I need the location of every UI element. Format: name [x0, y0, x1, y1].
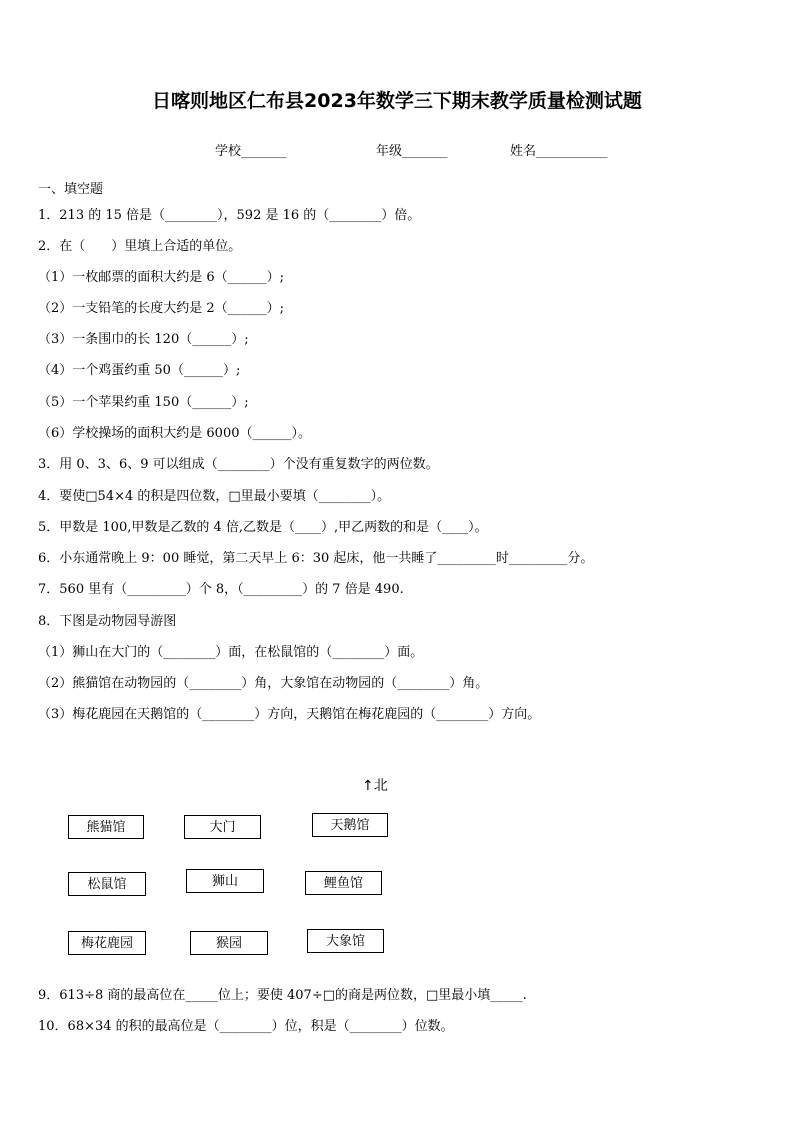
question-8-2: （2）熊猫馆在动物园的（________）角，大象馆在动物园的（________）角。	[38, 676, 489, 691]
map-box-deer: 梅花鹿园	[68, 931, 146, 955]
north-arrow: ↑北	[362, 778, 388, 794]
grade-field: 年级_______	[376, 144, 448, 159]
map-box-swan: 天鹅馆	[312, 813, 388, 837]
question-3: 3．用 0、3、6、9 可以组成（________）个没有重复数字的两位数。	[38, 457, 439, 472]
question-2-5: （5）一个苹果约重 150（______）;	[38, 395, 249, 410]
map-box-panda: 熊猫馆	[68, 815, 144, 839]
question-4: 4．要使□54×4 的积是四位数，□里最小要填（________）。	[38, 489, 391, 504]
question-10: 10．68×34 的积的最高位是（________）位，积是（________）位数。	[38, 1019, 454, 1034]
question-9: 9．613÷8 商的最高位在_____位上；要使 407÷□的商是两位数，□里最小填_____.	[38, 988, 527, 1003]
question-8-1: （1）狮山在大门的（________）面，在松鼠馆的（________）面。	[38, 645, 424, 660]
map-box-lion-hill: 狮山	[186, 869, 264, 893]
question-8: 8．下图是动物园导游图	[38, 614, 177, 629]
map-box-gate: 大门	[184, 815, 261, 839]
page-title: 日喀则地区仁布县2023年数学三下期末教学质量检测试题	[152, 90, 642, 112]
question-1: 1．213 的 15 倍是（________），592 是 16 的（________）倍。	[38, 208, 421, 223]
map-box-squirrel: 松鼠馆	[68, 872, 146, 896]
map-box-elephant: 大象馆	[307, 929, 384, 953]
map-box-monkey: 猴园	[190, 931, 268, 955]
question-8-3: （3）梅花鹿园在天鹅馆的（________）方向，天鹅馆在梅花鹿园的（________）方向。	[38, 707, 541, 722]
question-2-6: （6）学校操场的面积大约是 6000（______）。	[38, 426, 311, 441]
question-2-3: （3）一条围巾的长 120（______）;	[38, 332, 249, 347]
question-2: 2．在（ ）里填上合适的单位。	[38, 239, 242, 254]
section-heading: 一、填空题	[38, 182, 104, 197]
map-box-carp: 鲤鱼馆	[305, 871, 382, 895]
question-2-2: （2）一支铅笔的长度大约是 2（______）;	[38, 301, 285, 316]
name-field: 姓名___________	[510, 144, 608, 159]
question-2-4: （4）一个鸡蛋约重 50（______）;	[38, 363, 241, 378]
question-2-1: （1）一枚邮票的面积大约是 6（______）;	[38, 270, 285, 285]
question-5: 5．甲数是 100,甲数是乙数的 4 倍,乙数是（____）,甲乙两数的和是（____）。	[38, 520, 488, 535]
school-field: 学校_______	[215, 144, 287, 159]
question-6: 6．小东通常晚上 9：00 睡觉，第二天早上 6：30 起床，他一共睡了_________时_________分。	[38, 551, 594, 566]
question-7: 7．560 里有（_________）个 8，（_________）的 7 倍是 490.	[38, 582, 404, 597]
